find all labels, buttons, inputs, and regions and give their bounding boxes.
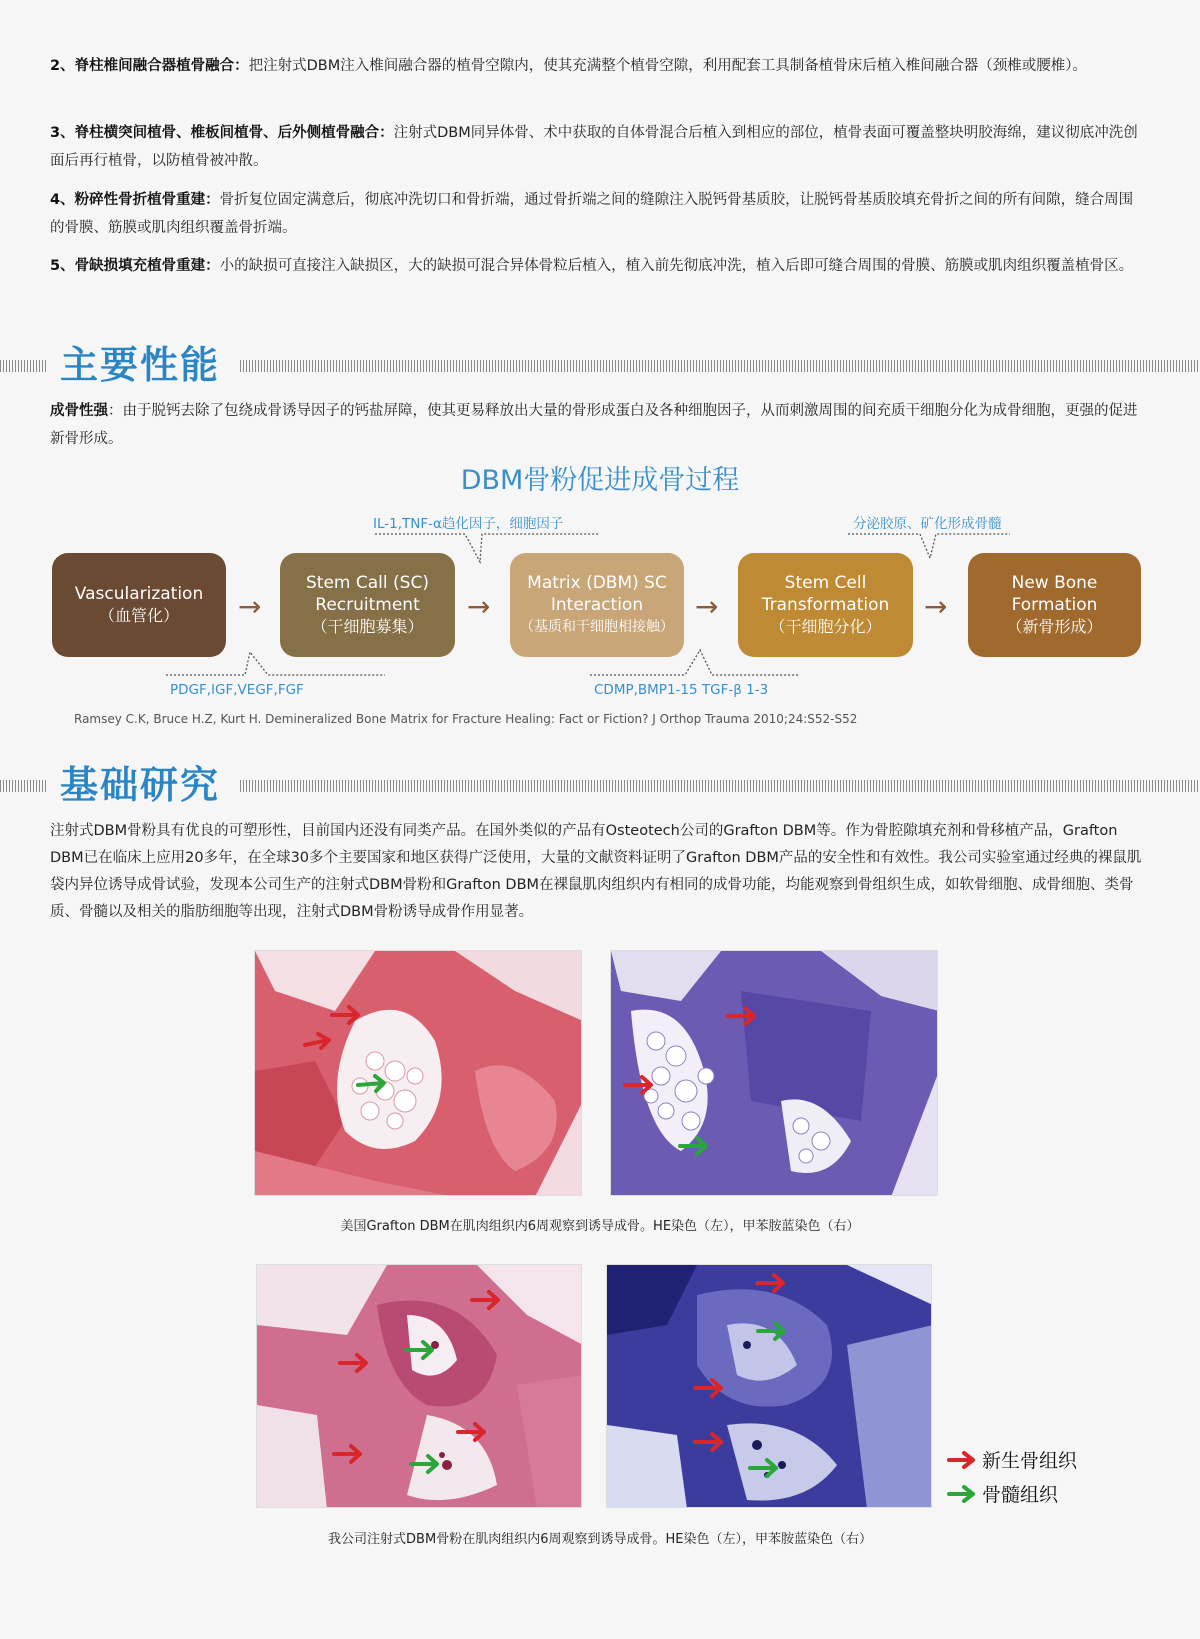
legend-label: 新生骨组织 <box>982 1450 1078 1472</box>
flow-step-zh: （基质和干细胞相接触） <box>520 619 674 635</box>
flow-step-en: Stem Cell <box>784 573 867 593</box>
note-top-collagen: 分泌胶原、矿化形成骨髓 <box>853 516 1002 532</box>
legend-new-bone <box>946 1446 1077 1473</box>
flow-step-en: Vascularization <box>74 584 204 604</box>
flow-step-en2: Interaction <box>550 595 644 615</box>
flow-step-zh: （血管化） <box>98 606 179 625</box>
caption-grafton: 美国Grafton DBM在肌肉组织内6周观察到诱导成骨。HE染色（左），甲苯胺蓝染色（右） <box>340 1219 860 1234</box>
flow-title: DBM骨粉促进成骨过程 <box>460 465 740 496</box>
flow-arrow: → <box>695 590 719 623</box>
flow-step-zh: （干细胞分化） <box>769 617 882 636</box>
flow-step-zh: （干细胞募集） <box>311 617 424 636</box>
paragraph-text: ：由于脱钙去除了包绕成骨诱导因子的钙盐屏障，使其更易释放出大量的骨形成蛋白及各种细胞因子，从而刺激周围的间充质干细胞分化为成骨细胞，更强的促进新骨形成。 <box>50 403 1138 447</box>
flow-step-en: New Bone <box>1011 573 1098 593</box>
note-bottom-growth-factors: PDGF,IGF,VEGF,FGF <box>170 682 304 698</box>
note-bottom-bmp: CDMP,BMP1-15 TGF-β 1-3 <box>594 682 769 698</box>
paragraph-lead: 4、粉碎性骨折植骨重建： <box>50 192 220 208</box>
flow-arrow: → <box>238 590 262 623</box>
legend-label: 骨髓组织 <box>982 1484 1059 1506</box>
reference-citation: Ramsey C.K, Bruce H.Z, Kurt H. Demineralized Bone Matrix for Fracture Healing: Fact or Fiction? J Orthop Trauma 2010;24:S52-S52 <box>74 712 858 726</box>
section-title: 基础研究 <box>60 763 221 807</box>
flow-step-en2: Recruitment <box>315 595 420 615</box>
paragraph-lead: 5、骨缺损填充植骨重建： <box>50 258 220 274</box>
paragraph-text: 小的缺损可直接注入缺损区，大的缺损可混合异体骨粒后植入，植入前先彻底冲洗，植入后即可缝合周围的骨膜、筋膜或肌肉组织覆盖植骨区。 <box>219 258 1134 274</box>
flow-step-zh: （新骨形成） <box>1006 617 1103 636</box>
note-top-cytokines: IL-1,TNF-α趋化因子，细胞因子 <box>373 516 564 532</box>
flow-step-en2: Formation <box>1011 595 1098 615</box>
legend-marrow <box>946 1480 1058 1507</box>
paragraph-text: 骨折复位固定满意后，彻底冲洗切口和骨折端，通过骨折端之间的缝隙注入脱钙骨基质胶，让脱钙骨基质胶填充骨折之间的所有间隙，缝合周围的骨膜、筋膜或肌肉组织覆盖骨折端。 <box>50 192 1134 236</box>
flow-arrow: → <box>467 590 491 623</box>
flow-step-en: Matrix (DBM) SC <box>527 573 667 593</box>
flow-step-en: Stem Call (SC) <box>306 573 429 593</box>
paragraph-lead: 2、脊柱椎间融合器植骨融合： <box>50 58 249 74</box>
paragraph-text: 注射式DBM同异体骨、术中获取的自体骨混合后植入到相应的部位，植骨表面可覆盖整块明胶海绵，建议彻底冲洗创面后再行植骨，以防植骨被冲散。 <box>50 125 1138 169</box>
flow-step-en2: Transformation <box>761 595 890 615</box>
red-arrow-icon <box>946 1450 976 1470</box>
paragraph-text: 把注射式DBM注入椎间融合器的植骨空隙内，使其充满整个植骨空隙，利用配套工具制备植骨床后植入椎间融合器（颈椎或腰椎）。 <box>248 58 1087 74</box>
paragraph-lead: 成骨性强 <box>50 403 108 419</box>
flow-arrow: → <box>924 590 948 623</box>
caption-company: 我公司注射式DBM骨粉在肌肉组织内6周观察到诱导成骨。HE染色（左），甲苯胺蓝染色（右） <box>328 1532 872 1547</box>
paragraph-research: 注射式DBM骨粉具有优良的可塑形性，目前国内还没有同类产品。在国外类似的产品有Osteotech公司的Grafton DBM等。作为骨腔隙填充剂和骨移植产品，Grafton DBM已在临床上应用20多年，在全球30多个主要国家和地区获得广泛使用，大量的文献资料证明了Grafton DBM产品的安全性和有效性。我公司实验室通过经典的裸鼠肌袋内异位诱导成骨试验，发现本公司生产的注射式DBM骨粉和Grafton DBM在裸鼠肌肉组织内有相同的成骨功能，均能观察到骨组织生成，如软骨细胞、成骨细胞、类骨质、骨髓以及相关的脂肪细胞等出现，注射式DBM骨粉诱导成骨作用显著。 <box>50 823 1142 920</box>
paragraph-lead: 3、脊柱横突间植骨、椎板间植骨、后外侧植骨融合： <box>50 125 394 141</box>
green-arrow-icon <box>946 1484 976 1504</box>
section-title: 主要性能 <box>60 343 221 387</box>
